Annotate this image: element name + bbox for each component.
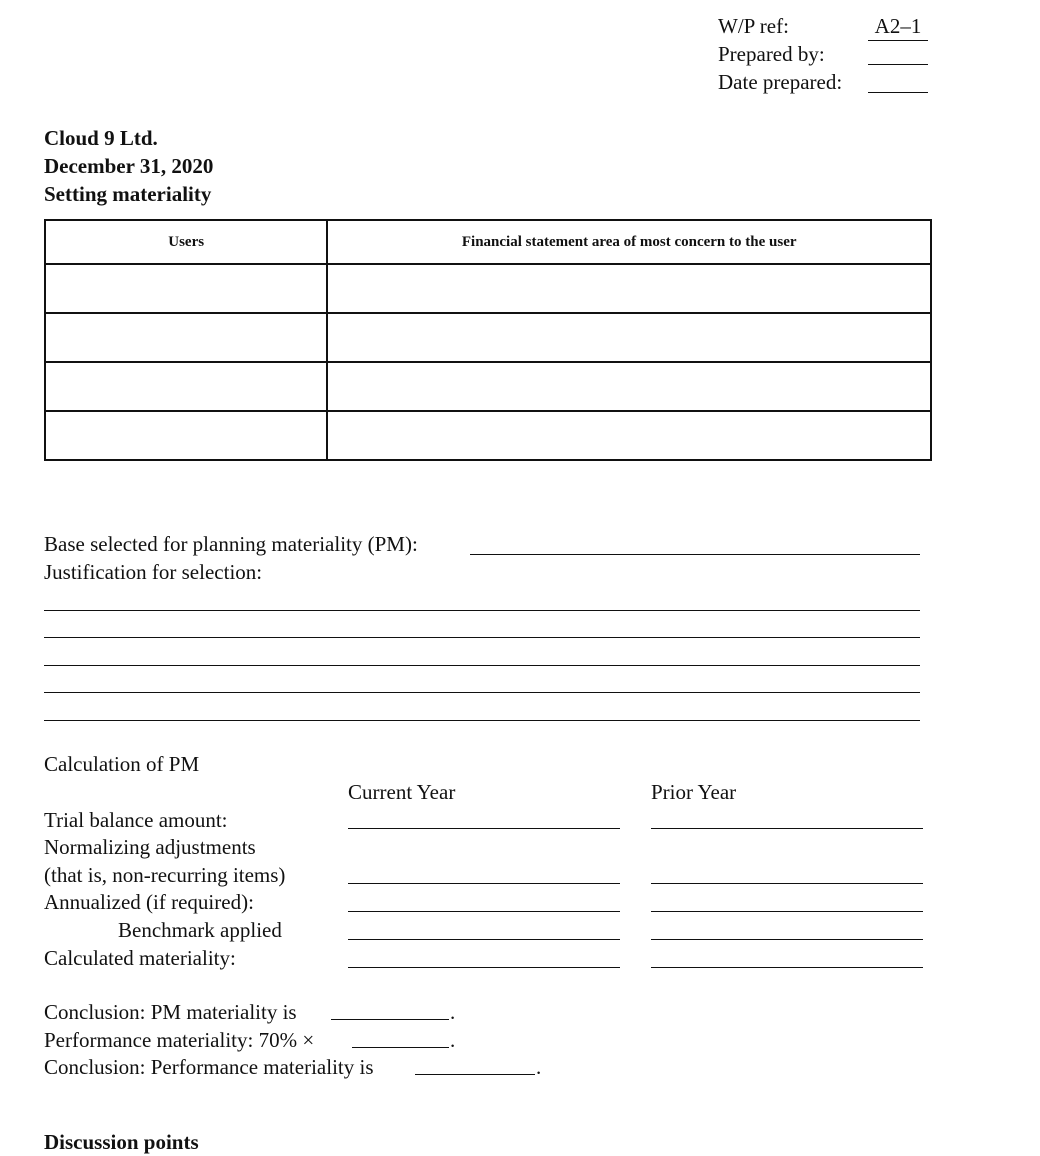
discussion-title: Discussion points — [44, 1130, 199, 1154]
date-prepared-label: Date prepared: — [718, 70, 843, 94]
performance-conclusion-field[interactable] — [415, 1074, 535, 1075]
base-selected-label: Base selected for planning materiality (PM): — [44, 532, 418, 556]
normalizing-sublabel: (that is, non-recurring items) — [44, 863, 286, 887]
user-cell[interactable] — [45, 313, 327, 362]
user-cell[interactable] — [45, 362, 327, 411]
pm-conclusion-field[interactable] — [331, 1019, 449, 1020]
justification-line[interactable] — [44, 637, 920, 638]
table-header-row — [45, 220, 931, 264]
area-cell[interactable] — [327, 411, 931, 460]
date-prepared-field[interactable] — [868, 65, 928, 93]
trial-balance-label: Trial balance amount: — [44, 808, 228, 832]
user-cell[interactable] — [45, 411, 327, 460]
calculated-current-field[interactable] — [348, 967, 620, 968]
users-table — [44, 219, 932, 461]
justification-line[interactable] — [44, 720, 920, 721]
normalizing-label: Normalizing adjustments — [44, 835, 256, 859]
user-cell[interactable] — [45, 264, 327, 313]
column-header-area: Financial statement area of most concern to the user — [327, 220, 931, 264]
page-title: Setting materiality — [44, 182, 212, 206]
pm-conclusion-period: . — [450, 1000, 456, 1024]
performance-materiality-period: . — [450, 1028, 456, 1052]
current-year-header: Current Year — [348, 780, 456, 804]
trial-balance-prior-field[interactable] — [651, 828, 923, 829]
wp-ref-label: W/P ref: — [718, 14, 789, 38]
column-header-users: Users — [45, 220, 327, 264]
normalizing-current-field[interactable] — [348, 883, 620, 884]
table-row — [45, 264, 931, 313]
pm-conclusion-label: Conclusion: PM materiality is — [44, 1000, 297, 1024]
wp-ref-value[interactable]: A2–1 — [868, 13, 928, 41]
performance-materiality-field[interactable] — [352, 1047, 449, 1048]
trial-balance-current-field[interactable] — [348, 828, 620, 829]
performance-materiality-label: Performance materiality: 70% × — [44, 1028, 315, 1052]
report-date: December 31, 2020 — [44, 154, 214, 178]
calculation-title: Calculation of PM — [44, 752, 200, 776]
annualized-prior-field[interactable] — [651, 911, 923, 912]
company-name: Cloud 9 Ltd. — [44, 126, 158, 150]
prepared-by-field[interactable] — [868, 37, 928, 65]
calculated-prior-field[interactable] — [651, 967, 923, 968]
calculated-materiality-label: Calculated materiality: — [44, 946, 236, 970]
table-row — [45, 362, 931, 411]
justification-line[interactable] — [44, 665, 920, 666]
performance-conclusion-label: Conclusion: Performance materiality is — [44, 1055, 374, 1079]
justification-label: Justification for selection: — [44, 560, 263, 584]
area-cell[interactable] — [327, 313, 931, 362]
justification-line[interactable] — [44, 692, 920, 693]
table-row — [45, 411, 931, 460]
benchmark-current-field[interactable] — [348, 939, 620, 940]
area-cell[interactable] — [327, 264, 931, 313]
justification-line[interactable] — [44, 610, 920, 611]
annualized-current-field[interactable] — [348, 911, 620, 912]
normalizing-prior-field[interactable] — [651, 883, 923, 884]
base-selected-field[interactable] — [470, 554, 920, 555]
prepared-by-label: Prepared by: — [718, 42, 825, 66]
annualized-label: Annualized (if required): — [44, 890, 254, 914]
area-cell[interactable] — [327, 362, 931, 411]
prior-year-header: Prior Year — [651, 780, 737, 804]
benchmark-prior-field[interactable] — [651, 939, 923, 940]
table-row — [45, 313, 931, 362]
performance-conclusion-period: . — [536, 1055, 542, 1079]
benchmark-label: Benchmark applied — [118, 918, 282, 942]
